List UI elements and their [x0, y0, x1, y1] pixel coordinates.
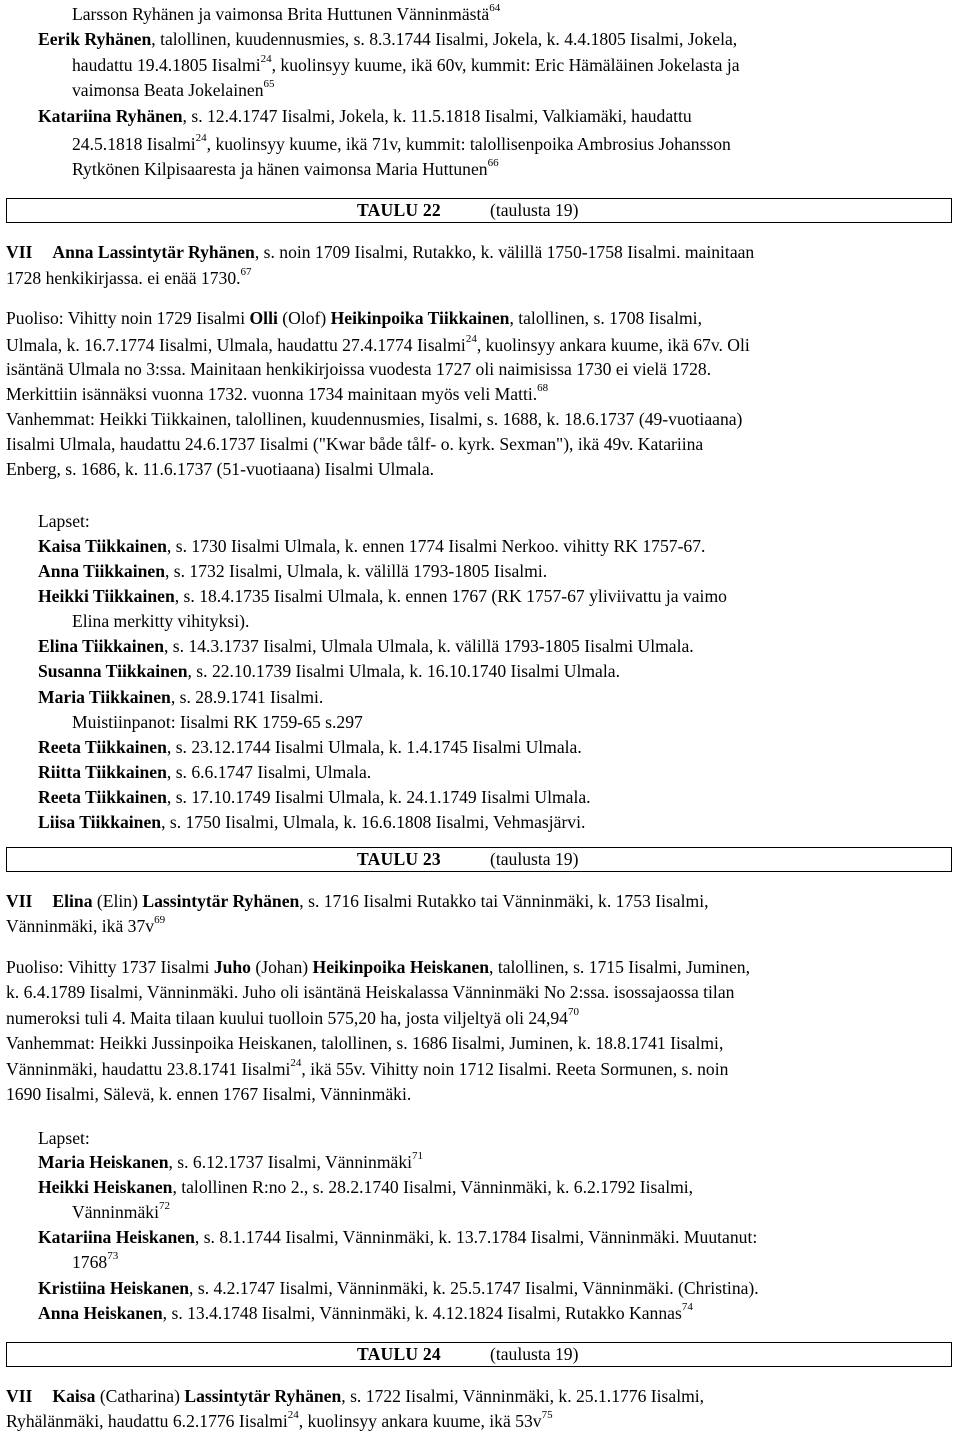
- text-line: isäntänä Ulmala no 3:ssa. Mainitaan henkikirjoissa vuodesta 1727 oli naimisissa 1730 ei vielä 1728.: [6, 359, 712, 379]
- text-line: numeroksi tuli 4. Maita tilaan kuului tuolloin 575,20 ha, josta viljeltyä oli 24,94$^{70}$: [6, 1006, 579, 1028]
- text-line: VII Anna Lassintytär Ryhänen, s. noin 1709 Iisalmi, Rutakko, k. välillä 1750-1758 Iisalmi. mainitaan: [6, 242, 755, 262]
- list-item: Heikki Heiskanen, talollinen R:no 2., s. 28.2.1740 Iisalmi, Vänninmäki, k. 6.2.1792 Iisalmi,: [38, 1177, 694, 1197]
- section-ref: (taulusta 19): [490, 1344, 579, 1364]
- section-header-box: [6, 198, 952, 223]
- text-line: vaimonsa Beata Jokelainen$^{65}$: [72, 78, 275, 100]
- list-item: Riitta Tiikkainen, s. 6.6.1747 Iisalmi, Ulmala.: [38, 762, 372, 782]
- text-line: Merkittiin isännäksi vuonna 1732. vuonna 1734 mainitaan myös veli Matti.$^{68}$: [6, 382, 549, 404]
- list-item: Katariina Heiskanen, s. 8.1.1744 Iisalmi, Vänninmäki, k. 13.7.1784 Iisalmi, Vänninmäki. Muutanut:: [38, 1227, 758, 1247]
- list-item: Maria Tiikkainen, s. 28.9.1741 Iisalmi.: [38, 687, 324, 707]
- text-line: Larsson Ryhänen ja vaimonsa Brita Huttunen Vänninmästä$^{64}$: [72, 2, 501, 24]
- section-ref: (taulusta 19): [490, 849, 579, 869]
- list-item: Anna Tiikkainen, s. 1732 Iisalmi, Ulmala, k. välillä 1793-1805 Iisalmi.: [38, 561, 548, 581]
- list-item: Kristiina Heiskanen, s. 4.2.1747 Iisalmi, Vänninmäki, k. 25.5.1747 Iisalmi, Vänninmäki. (Christina).: [38, 1278, 759, 1298]
- text-line: Vänninmäki, haudattu 23.8.1741 Iisalmi$^{24}$, ikä 55v. Vihitty noin 1712 Iisalmi. Reeta Sormunen, s. noin: [6, 1057, 729, 1079]
- text-line: Ulmala, k. 16.7.1774 Iisalmi, Ulmala, haudattu 27.4.1774 Iisalmi$^{24}$, kuolinsyy ankara kuume, ikä 67v. Oli: [6, 333, 750, 355]
- list-item: 1768$^{73}$: [72, 1250, 119, 1272]
- text-line: Enberg, s. 1686, k. 11.6.1737 (51-vuotiaana) Iisalmi Ulmala.: [6, 459, 435, 479]
- section-ref: (taulusta 19): [490, 200, 579, 220]
- text-line: Katariina Ryhänen, s. 12.4.1747 Iisalmi, Jokela, k. 11.5.1818 Iisalmi, Valkiamäki, haudattu: [38, 106, 692, 126]
- text-line: Ryhälänmäki, haudattu 6.2.1776 Iisalmi$^{24}$, kuolinsyy ankara kuume, ikä $53v^{75}$: [6, 1409, 553, 1431]
- list-item: Muistiinpanot: Iisalmi RK 1759-65 s.297: [72, 712, 363, 732]
- section-title: TAULU 24: [357, 1344, 441, 1364]
- section-title: TAULU 23: [357, 849, 441, 869]
- text-line: k. 6.4.1789 Iisalmi, Vänninmäki. Juho oli isäntänä Heiskalassa Vänninmäki No 2:ssa. isossajaossa tilan: [6, 982, 735, 1002]
- text-line: 1690 Iisalmi, Sälevä, k. ennen 1767 Iisalmi, Vänninmäki.: [6, 1084, 412, 1104]
- list-item: Reeta Tiikkainen, s. 23.12.1744 Iisalmi Ulmala, k. 1.4.1745 Iisalmi Ulmala.: [38, 737, 582, 757]
- text-line: Vanhemmat: Heikki Tiikkainen, talollinen, kuudennusmies, Iisalmi, s. 1688, k. 18.6.1737 (49-vuotiaana): [6, 409, 743, 429]
- section-header-box: [6, 1342, 952, 1367]
- list-item: Vänninmäki$^{72}$: [72, 1200, 170, 1222]
- text-line: Vanhemmat: Heikki Jussinpoika Heiskanen, talollinen, s. 1686 Iisalmi, Juminen, k. 18.8.1741 Iisalmi,: [6, 1033, 724, 1053]
- list-item: Liisa Tiikkainen, s. 1750 Iisalmi, Ulmala, k. 16.6.1808 Iisalmi, Vehmasjärvi.: [38, 812, 586, 832]
- list-item: Reeta Tiikkainen, s. 17.10.1749 Iisalmi Ulmala, k. 24.1.1749 Iisalmi Ulmala.: [38, 787, 591, 807]
- section-header-box: [6, 847, 952, 872]
- text-line: Eerik Ryhänen, talollinen, kuudennusmies, s. 8.3.1744 Iisalmi, Jokela, k. 4.4.1805 Iisalmi, Jokela,: [38, 29, 738, 49]
- list-item: Anna Heiskanen, s. 13.4.1748 Iisalmi, Vänninmäki, k. 4.12.1824 Iisalmi, Rutakko Kannas$^{74}$: [38, 1301, 693, 1323]
- children-label: Lapset:: [38, 511, 90, 531]
- text-line: Iisalmi Ulmala, haudattu 24.6.1737 Iisalmi ("Kwar både tålf- o. kyrk. Sexman"), ikä 49v. Katariina: [6, 434, 704, 454]
- text-line: 24.5.1818 Iisalmi$^{24}$, kuolinsyy kuume, ikä 71v, kummit: talollisenpoika Ambrosius Johansson: [72, 132, 731, 154]
- text-line: Puoliso: Vihitty noin 1729 Iisalmi Olli (Olof) Heikinpoika Tiikkainen, talollinen, s. 1708 Iisalmi,: [6, 308, 702, 328]
- text-line: VII Kaisa (Catharina) Lassintytär Ryhänen, s. 1722 Iisalmi, Vänninmäki, k. 25.1.1776 Iisalmi,: [6, 1386, 705, 1406]
- text-line: 1728 henkikirjassa. ei enää 1730.67: [6, 266, 252, 288]
- text-line: Vänninmäki, ikä $37v^{69}$: [6, 914, 166, 936]
- list-item: Maria Heiskanen, s. 6.12.1737 Iisalmi, Vänninmäki$^{71}$: [38, 1150, 424, 1172]
- list-item: Heikki Tiikkainen, s. 18.4.1735 Iisalmi Ulmala, k. ennen 1767 (RK 1757-67 yliviivattu ja vaimo: [38, 586, 727, 606]
- text-line: haudattu 19.4.1805 Iisalmi$^{24}$, kuolinsyy kuume, ikä 60v, kummit: Eric Hämäläinen Jokelasta ja: [72, 53, 740, 75]
- list-item: Elina Tiikkainen, s. 14.3.1737 Iisalmi, Ulmala Ulmala, k. välillä 1793-1805 Iisalmi Ulmala.: [38, 636, 694, 656]
- text-line: VII Elina (Elin) Lassintytär Ryhänen, s. 1716 Iisalmi Rutakko tai Vänninmäki, k. 1753 Iisalmi,: [6, 891, 709, 911]
- list-item: Susanna Tiikkainen, s. 22.10.1739 Iisalmi Ulmala, k. 16.10.1740 Iisalmi Ulmala.: [38, 661, 620, 681]
- list-item: Elina merkitty vihityksi).: [72, 611, 250, 631]
- section-title: TAULU 22: [357, 200, 441, 220]
- children-label: Lapset:: [38, 1128, 90, 1148]
- list-item: Kaisa Tiikkainen, s. 1730 Iisalmi Ulmala, k. ennen 1774 Iisalmi Nerkoo. vihitty RK 1757-67.: [38, 536, 706, 556]
- text-line: Puoliso: Vihitty 1737 Iisalmi Juho (Johan) Heikinpoika Heiskanen, talollinen, s. 1715 Iisalmi, Juminen,: [6, 957, 750, 977]
- text-line: Rytkönen Kilpisaaresta ja hänen vaimonsa Maria Huttunen$^{66}$: [72, 157, 499, 179]
